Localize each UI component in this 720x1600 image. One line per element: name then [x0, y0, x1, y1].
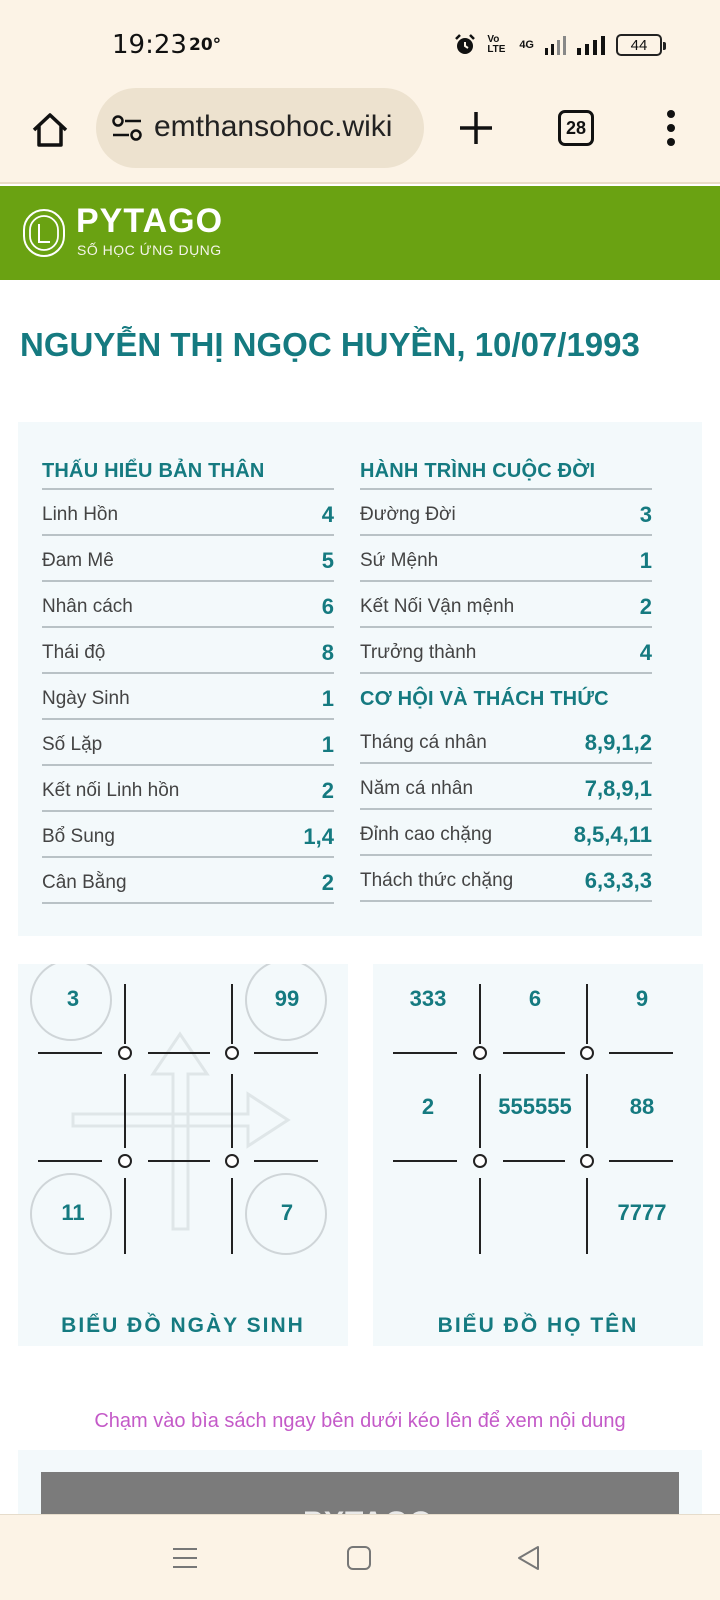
battery-icon	[616, 34, 662, 56]
more-menu-icon[interactable]	[666, 108, 676, 148]
info-row-label: Đường Đời	[360, 504, 456, 525]
info-row	[42, 766, 334, 812]
info-row	[42, 536, 334, 582]
info-row-value: 6	[321, 594, 334, 619]
name-chart	[373, 964, 703, 1346]
chart-cell-value: 9	[635, 986, 649, 1011]
site-settings-icon[interactable]	[112, 114, 142, 142]
info-row-label: Trưởng thành	[360, 642, 477, 663]
info-row	[360, 856, 652, 902]
info-row-label: Cân Bằng	[42, 872, 127, 893]
self-understanding-heading: THẤU HIỂU BẢN THÂN	[42, 452, 334, 490]
recent-apps-icon[interactable]	[170, 1543, 200, 1573]
info-row-label: Năm cá nhân	[360, 778, 474, 799]
logo-name[interactable]: PYTAGO	[76, 202, 224, 240]
tab-count: 28	[565, 117, 587, 138]
info-row-label: Đam Mê	[42, 550, 114, 571]
opportunities-heading: CƠ HỘI VÀ THÁCH THỨC	[360, 688, 609, 710]
system-navigation-bar	[0, 1514, 720, 1600]
info-row	[42, 582, 334, 628]
new-tab-icon[interactable]	[456, 108, 496, 148]
back-icon[interactable]	[514, 1543, 544, 1573]
info-row-value: 8,5,4,11	[573, 822, 652, 847]
status-temperature: 20°	[189, 35, 222, 55]
info-row-value: 2	[321, 870, 334, 895]
life-journey-column	[360, 452, 652, 902]
info-row	[360, 810, 652, 856]
chart-cell-value: 7777	[617, 1200, 667, 1225]
info-row	[360, 490, 652, 536]
birth-chart	[18, 964, 348, 1346]
browser-toolbar	[0, 88, 720, 184]
info-row	[42, 490, 334, 536]
info-row-label: Thái độ	[42, 642, 106, 663]
signal-icon-2	[576, 34, 606, 56]
info-row-value: 7,8,9,1	[584, 776, 652, 801]
site-header	[0, 186, 720, 280]
info-row-value: 8	[321, 640, 334, 665]
info-row-label: Sứ Mệnh	[360, 550, 439, 571]
name-chart-grid	[373, 964, 703, 1304]
tab-switcher-button[interactable]	[558, 110, 594, 146]
numerology-info-panel	[18, 422, 702, 936]
info-row-label: Kết Nối Vận mệnh	[360, 596, 515, 617]
info-row	[360, 582, 652, 628]
info-row-value: 1	[321, 732, 334, 757]
info-row-label: Thách thức chặng	[360, 870, 514, 891]
info-row-label: Tháng cá nhân	[360, 732, 487, 753]
info-row	[42, 674, 334, 720]
info-row-label: Số Lặp	[42, 734, 103, 755]
chart-cell-value: 3	[66, 986, 80, 1011]
info-row	[360, 764, 652, 810]
info-row-label: Nhân cách	[42, 596, 133, 617]
home-button-icon[interactable]	[344, 1543, 374, 1573]
logo-tagline: SỐ HỌC ỨNG DỤNG	[77, 242, 222, 258]
self-understanding-column	[42, 452, 334, 904]
name-chart-caption: BIỂU ĐỒ HỌ TÊN	[437, 1314, 639, 1337]
chart-cell-value: 11	[61, 1200, 85, 1225]
life-journey-heading: HÀNH TRÌNH CUỘC ĐỜI	[360, 452, 652, 490]
status-bar	[0, 0, 720, 88]
info-row	[42, 628, 334, 674]
birth-chart-caption: BIỂU ĐỒ NGÀY SINH	[61, 1314, 305, 1337]
home-icon[interactable]	[30, 110, 70, 150]
info-row	[360, 718, 652, 764]
info-row-label: Ngày Sinh	[42, 688, 130, 709]
info-row-value: 1,4	[303, 824, 334, 849]
info-row-label: Linh Hồn	[42, 504, 119, 525]
hint-text: Chạm vào bìa sách ngay bên dưới kéo lên để xem nội dung	[94, 1410, 626, 1432]
info-row	[42, 812, 334, 858]
info-row-value: 2	[639, 594, 652, 619]
info-row-label: Bổ Sung	[42, 826, 115, 847]
info-row-value: 1	[321, 686, 334, 711]
signal-icon-1	[544, 34, 566, 56]
info-row-value: 2	[321, 778, 334, 803]
chart-cell-value: 6	[528, 986, 542, 1011]
info-row-label: Kết nối Linh hồn	[42, 780, 180, 801]
info-row-value: 4	[321, 502, 334, 527]
info-row-value: 4	[639, 640, 652, 665]
chart-cell-value: 7	[280, 1200, 294, 1225]
info-row	[42, 858, 334, 904]
info-row-value: 3	[639, 502, 652, 527]
chart-cell-value: 99	[274, 986, 300, 1011]
battery-level: 44	[630, 36, 648, 54]
status-time: 19:23	[112, 30, 187, 60]
info-row	[360, 628, 652, 674]
info-row-value: 8,9,1,2	[584, 730, 652, 755]
info-row-value: 6,3,3,3	[584, 868, 652, 893]
page-title: NGUYỄN THỊ NGỌC HUYỀN, 10/07/1993	[20, 326, 640, 363]
network-type-4g: 4G	[519, 39, 534, 51]
info-row	[42, 720, 334, 766]
chart-cell-value: 88	[629, 1094, 655, 1119]
pytago-logo-icon[interactable]	[22, 208, 66, 258]
info-row-label: Đỉnh cao chặng	[360, 824, 493, 845]
status-icons	[453, 30, 662, 60]
chart-cell-value: 2	[421, 1094, 435, 1119]
chart-cell-value: 555555	[498, 1094, 572, 1119]
info-row-value: 1	[639, 548, 652, 573]
url-text[interactable]: emthansohoc.wiki	[154, 110, 393, 143]
alarm-icon	[453, 33, 477, 57]
chart-cell-value: 333	[409, 986, 447, 1011]
info-row	[360, 536, 652, 582]
info-row-value: 5	[321, 548, 334, 573]
book-cover-panel	[18, 1450, 702, 1514]
volte-icon: Vo LTE	[487, 34, 506, 55]
address-bar[interactable]	[96, 88, 424, 168]
birth-chart-grid	[18, 964, 348, 1304]
